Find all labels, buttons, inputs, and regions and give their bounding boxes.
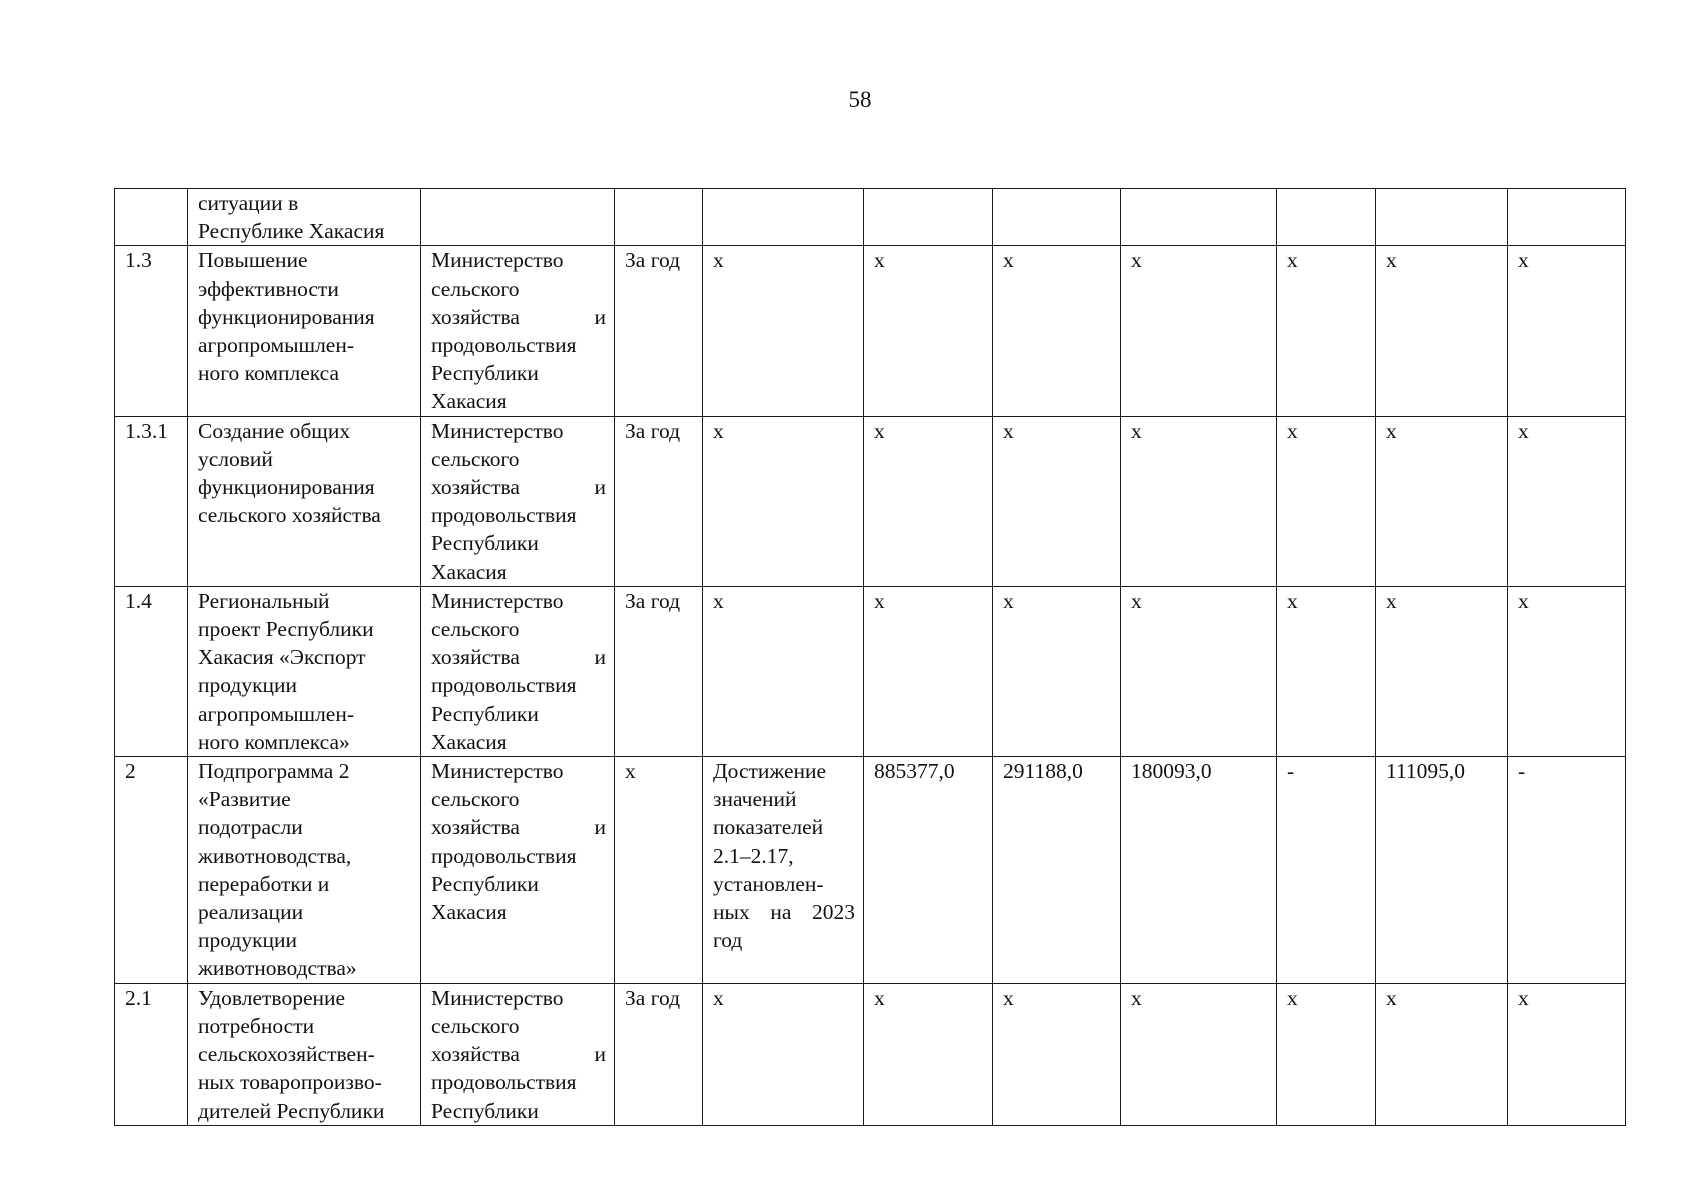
- expected-result: [703, 983, 864, 1125]
- table-row: [115, 983, 1626, 1125]
- expected-result-line: х: [713, 588, 724, 613]
- responsible-executor-line: Республики: [431, 701, 539, 726]
- value-cell-1: х: [864, 246, 993, 416]
- responsible-executor-line: сельского: [431, 617, 520, 642]
- responsible-executor-line: Республики: [431, 361, 539, 386]
- activity-name-line: ных товаропроизво-: [198, 1070, 382, 1095]
- activity-name-line: реализации: [198, 900, 304, 925]
- responsible-executor-line: сельского: [431, 787, 520, 812]
- expected-result-line: ных на 2023: [713, 900, 855, 925]
- value-cell-4: х: [1277, 416, 1376, 586]
- period: За год: [615, 416, 703, 586]
- responsible-executor-line: сельского: [431, 1013, 520, 1038]
- activity-name-line: Создание общих: [198, 418, 351, 443]
- value-cell-1: х: [864, 416, 993, 586]
- value-cell-5: х: [1376, 416, 1508, 586]
- activity-name-line: потребности: [198, 1013, 315, 1038]
- responsible-executor-line: продовольствия: [431, 333, 577, 358]
- value-cell-2: х: [993, 416, 1121, 586]
- value-cell-4: х: [1277, 983, 1376, 1125]
- activity-name-line: ситуации в: [198, 191, 299, 215]
- responsible-executor-line: Министерство: [431, 759, 564, 784]
- row-number: 1.3.1: [115, 416, 188, 586]
- row-number: 2: [115, 757, 188, 984]
- responsible-executor-line: Министерство: [431, 985, 564, 1010]
- period: За год: [615, 586, 703, 756]
- responsible-executor-line: Министерство: [431, 418, 564, 443]
- value-cell-3: х: [1121, 246, 1277, 416]
- activity-name: [188, 246, 421, 416]
- expected-result: [703, 246, 864, 416]
- responsible-executor: [421, 757, 615, 984]
- responsible-executor-line: Хакасия: [431, 559, 507, 584]
- activity-name-line: животноводства,: [198, 843, 352, 868]
- value-cell-5: 111095,0: [1376, 757, 1508, 984]
- expected-result-line: Достижение: [713, 759, 827, 784]
- activity-name-line: продукции: [198, 928, 298, 953]
- row-number: 1.3: [115, 246, 188, 416]
- value-cell-4: -: [1277, 757, 1376, 984]
- responsible-executor-line: Хакасия: [431, 900, 507, 925]
- activity-name-line: переработки и: [198, 871, 330, 896]
- activity-name-line: функционирования: [198, 304, 375, 329]
- value-cell-5: х: [1376, 246, 1508, 416]
- expected-result: [703, 416, 864, 586]
- value-cell-2: х: [993, 246, 1121, 416]
- responsible-executor-line: Хакасия: [431, 389, 507, 414]
- table-row: [115, 189, 1626, 246]
- responsible-executor-line: Министерство: [431, 588, 564, 613]
- responsible-executor-line: Республики: [431, 531, 539, 556]
- value-cell-1: х: [864, 586, 993, 756]
- activity-name-line: проект Республики: [198, 617, 374, 642]
- responsible-executor-line: продовольствия: [431, 1070, 577, 1095]
- activity-name-line: Хакасия «Экспорт: [198, 645, 366, 670]
- activity-name-line: эффективности: [198, 276, 339, 301]
- expected-result-line: 2.1–2.17,: [713, 843, 794, 868]
- value-cell-2: [993, 189, 1121, 246]
- value-cell-3: х: [1121, 416, 1277, 586]
- activity-name-line: животноводства»: [198, 956, 357, 981]
- value-cell-4: х: [1277, 246, 1376, 416]
- period: [615, 189, 703, 246]
- activity-name: [188, 416, 421, 586]
- expected-result-line: показателей: [713, 815, 824, 840]
- value-cell-3: [1121, 189, 1277, 246]
- activity-name-line: условий: [198, 446, 273, 471]
- responsible-executor: [421, 416, 615, 586]
- responsible-executor-line: сельского: [431, 276, 520, 301]
- activity-name-line: сельского хозяйства: [198, 503, 381, 528]
- value-cell-2: х: [993, 586, 1121, 756]
- period: За год: [615, 246, 703, 416]
- responsible-executor: [421, 246, 615, 416]
- activity-name: [188, 757, 421, 984]
- activity-name-line: агропромышлен-: [198, 701, 355, 726]
- responsible-executor-line: хозяйства и: [431, 815, 606, 840]
- period: За год: [615, 983, 703, 1125]
- responsible-executor-line: Министерство: [431, 248, 564, 273]
- activity-name-line: продукции: [198, 673, 298, 698]
- value-cell-5: [1376, 189, 1508, 246]
- activity-name-line: Удовлетворение: [198, 985, 346, 1010]
- value-cell-5: х: [1376, 983, 1508, 1125]
- activity-name-line: Региональный: [198, 588, 330, 613]
- table-row: [115, 246, 1626, 416]
- responsible-executor-line: Республики: [431, 1098, 539, 1123]
- activity-name-line: дителей Республики: [198, 1098, 385, 1123]
- responsible-executor-line: продовольствия: [431, 503, 577, 528]
- activity-name-line: агропромышлен-: [198, 333, 355, 358]
- value-cell-6: х: [1508, 586, 1626, 756]
- value-cell-1: [864, 189, 993, 246]
- expected-result: [703, 757, 864, 984]
- value-cell-1: х: [864, 983, 993, 1125]
- value-cell-6: х: [1508, 416, 1626, 586]
- value-cell-6: х: [1508, 983, 1626, 1125]
- table-row: [115, 416, 1626, 586]
- value-cell-1: 885377,0: [864, 757, 993, 984]
- responsible-executor-line: продовольствия: [431, 673, 577, 698]
- activity-name-line: Республике Хакасия: [198, 219, 385, 244]
- value-cell-6: х: [1508, 246, 1626, 416]
- value-cell-4: [1277, 189, 1376, 246]
- table-row: [115, 757, 1626, 984]
- activity-name: [188, 983, 421, 1125]
- value-cell-3: 180093,0: [1121, 757, 1277, 984]
- activity-name-line: сельскохозяйствен-: [198, 1042, 375, 1067]
- expected-result-line: значений: [713, 787, 797, 812]
- activity-name-line: Повышение: [198, 248, 308, 273]
- value-cell-2: х: [993, 983, 1121, 1125]
- responsible-executor: [421, 983, 615, 1125]
- responsible-executor-line: хозяйства и: [431, 304, 606, 329]
- value-cell-2: 291188,0: [993, 757, 1121, 984]
- responsible-executor-line: продовольствия: [431, 843, 577, 868]
- responsible-executor-line: сельского: [431, 446, 520, 471]
- expected-result: [703, 189, 864, 246]
- page-number: 58: [848, 87, 872, 112]
- expected-result-line: х: [713, 248, 724, 273]
- value-cell-6: -: [1508, 757, 1626, 984]
- activity-name-line: «Развитие: [198, 787, 291, 812]
- activity-name: [188, 189, 421, 246]
- activity-name: [188, 586, 421, 756]
- responsible-executor: [421, 189, 615, 246]
- table-body: [115, 189, 1626, 1126]
- value-cell-3: х: [1121, 586, 1277, 756]
- responsible-executor-line: хозяйства и: [431, 645, 606, 670]
- value-cell-3: х: [1121, 983, 1277, 1125]
- value-cell-6: [1508, 189, 1626, 246]
- activity-name-line: Подпрограмма 2: [198, 759, 350, 784]
- expected-result-line: год: [713, 928, 743, 953]
- activity-name-line: ного комплекса: [198, 361, 339, 386]
- row-number: [115, 189, 188, 246]
- table-row: [115, 586, 1626, 756]
- activity-name-line: функционирования: [198, 475, 375, 500]
- value-cell-4: х: [1277, 586, 1376, 756]
- activity-name-line: ного комплекса»: [198, 729, 350, 754]
- expected-result-line: х: [713, 985, 724, 1010]
- period: х: [615, 757, 703, 984]
- document-table: [114, 188, 1626, 1126]
- row-number: 1.4: [115, 586, 188, 756]
- expected-result-line: х: [713, 418, 724, 443]
- responsible-executor-line: хозяйства и: [431, 475, 606, 500]
- responsible-executor-line: Хакасия: [431, 729, 507, 754]
- row-number: 2.1: [115, 983, 188, 1125]
- value-cell-5: х: [1376, 586, 1508, 756]
- responsible-executor: [421, 586, 615, 756]
- responsible-executor-line: хозяйства и: [431, 1042, 606, 1067]
- activity-name-line: подотрасли: [198, 815, 303, 840]
- responsible-executor-line: Республики: [431, 871, 539, 896]
- expected-result: [703, 586, 864, 756]
- expected-result-line: установлен-: [713, 871, 824, 896]
